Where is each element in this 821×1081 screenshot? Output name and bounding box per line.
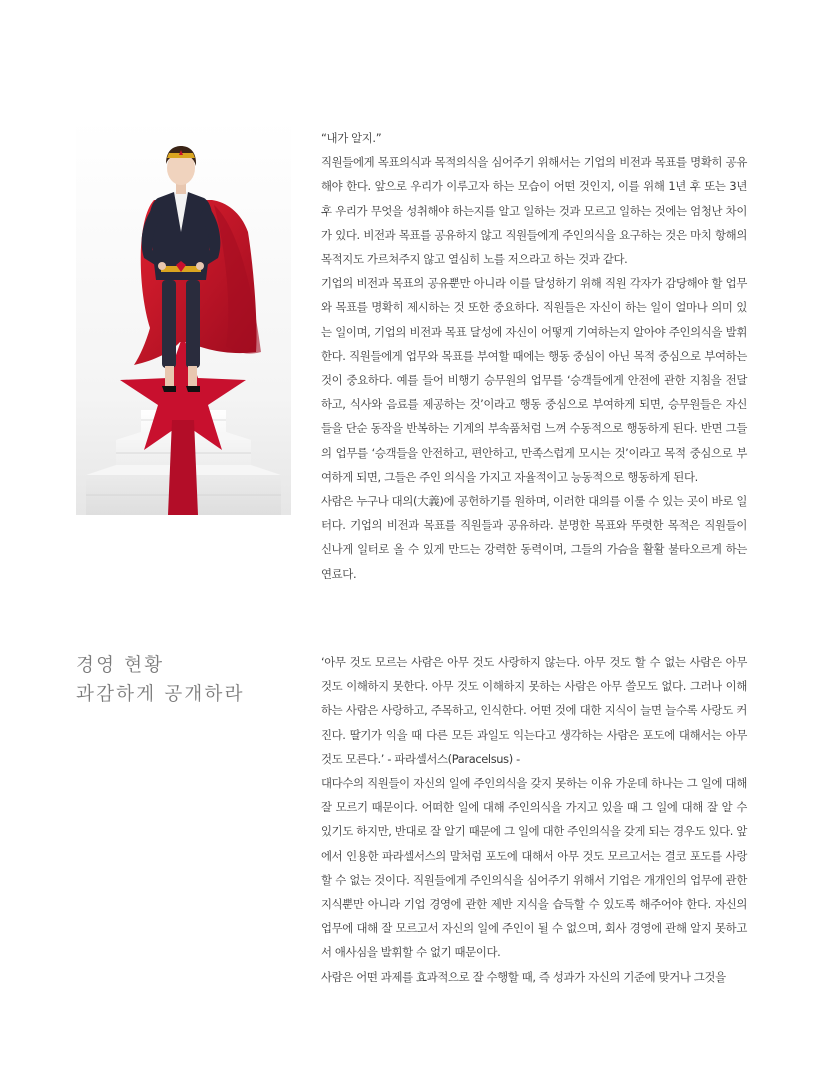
superhero-businesswoman-illustration [76,120,291,515]
head-shape [166,146,196,194]
section-title [76,651,245,709]
quote-paragraph: “내가 알지.” [321,131,382,145]
body-paragraph: 대다수의 직원들이 자신의 일에 주인의식을 갖지 못하는 이유 가운데 하나는 그 일에 대해 잘 모르기 때문이다. 어떠한 일에 대해 주인의식을 가지고 있을 때 그 일에 대해 잘 알 수 있기도 하지만, 반대로 잘 알기 때문에 그 일에 대한 주인의식을 갖게 되는 경우도 있다. 앞에서 인용한 파라셀서스의 말처럼 포도에 대해서 아무 것도 모르고서는 결코 포도를 사랑할 수 없는 것이다. 직원들에게 주인의식을 심어주기 위해서 기업은 개개인의 업무에 관한 지식뿐만 아니라 기업 경영에 관한 제반 지식을 습득할 수 있도록 해주어야 한다. 자신의 업무에 대해 잘 모르고서 자신의 일에 주인이 될 수 없으며, 회사 경영에 관해 알지 못하고서 애사심을 발휘할 수 없기 때문이다. [321,776,747,960]
section-title-line-1: 경영 현황 [76,655,165,676]
quote-paragraph: ‘아무 것도 모르는 사람은 아무 것도 사랑하지 않는다. 아무 것도 할 수 없는 사람은 아무 것도 이해하지 못한다. 아무 것도 이해하지 못하는 사람은 아무 쓸모도 없다. 그러나 이해하는 사람은 사랑하고, 주목하고, 인식한다. 어떤 것에 대한 지식이 늘면 늘수록 사랑도 커진다. 딸기가 익을 때 다른 모든 과일도 익는다고 생각하는 사람은 포도에 대해서는 아무 것도 모른다.’ - 파라셀서스(Paracelsus) - [321,655,747,766]
section-title-line-2: 과감하게 공개하라 [76,684,245,705]
body-paragraph: 사람은 어떤 과제를 효과적으로 잘 수행할 때, 즉 성과가 자신의 기준에 맞거나 그것을 [321,969,726,984]
article-body-top [321,126,747,586]
body-paragraph: 직원들에게 목표의식과 목적의식을 심어주기 위해서는 기업의 비전과 목표를 명확히 공유해야 한다. 앞으로 우리가 이루고자 하는 모습이 어떤 것인지, 이를 위해 1년 후 또는 3년 후 우리가 무엇을 성취해야 하는지를 알고 일하는 것과 모르고 일하는 것에는 엄청난 차이가 있다. 비전과 목표를 공유하지 않고 직원들에게 주인의식을 요구하는 것은 마치 항해의 목적지도 가르쳐주지 않고 열심히 노를 저으라고 하는 것과 같다. [321,155,747,267]
body-paragraph: 사람은 누구나 대의(大義)에 공헌하기를 원하며, 이러한 대의를 이룰 수 있는 곳이 바로 일터다. 기업의 비전과 목표를 직원들과 공유하라. 분명한 목표와 뚜렷한 목적은 직원들이 신나게 일터로 올 수 있게 만드는 강력한 동력이며, 그들의 가슴을 활활 불타오르게 하는 연료다. [321,494,747,581]
body-paragraph: 기업의 비전과 목표의 공유뿐만 아니라 이를 달성하기 위해 직원 각자가 감당해야 할 업무와 목표를 명확히 제시하는 것 또한 중요하다. 직원들은 자신이 하는 일이 얼마나 의미 있는 일이며, 기업의 비전과 목표 달성에 자신이 어떻게 기여하는지 알아야 주인의식을 발휘한다. 직원들에게 업무와 목표를 부여할 때에는 행동 중심이 아닌 목적 중심으로 부여하는 것이 중요하다. 예를 들어 비행기 승무원의 업무를 ‘승객들에게 안전에 관한 지침을 전달하고, 식사와 음료를 제공하는 것’이라고 행동 중심으로 부여하게 되면, 승무원들은 자신들을 단순 동작을 반복하는 기계의 부속품처럼 느껴 수동적으로 행동하게 된다. 반면 그들의 업무를 ‘승객들을 안전하고, 편안하고, 만족스럽게 모시는 것’이라고 목적 중심으로 부여하게 되면, 그들은 주인 의식을 가지고 자율적이고 능동적으로 행동하게 된다. [321,276,747,484]
article-body-bottom [321,650,747,989]
